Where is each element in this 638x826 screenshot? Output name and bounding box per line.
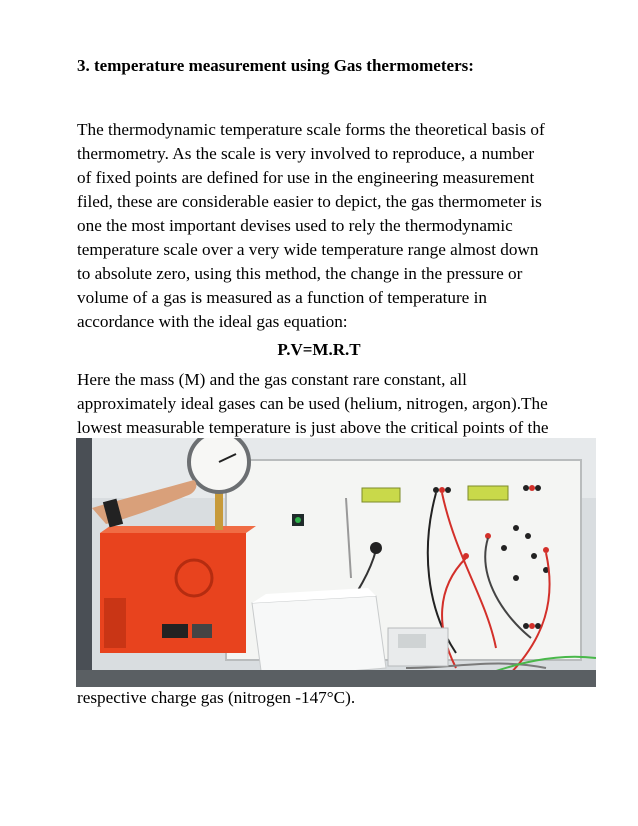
paragraph-line: to absolute zero, using this method, the change in the pressure or xyxy=(77,264,523,283)
paragraph-line: thermometry. As the scale is very involved to reproduce, a number xyxy=(77,144,535,163)
paragraph-line: approximately ideal gases can be used (helium, nitrogen, argon).The xyxy=(77,394,548,413)
paragraph-line: volume of a gas is measured as a function of temperature in xyxy=(77,288,487,307)
paragraph-line: The thermodynamic temperature scale forms the theoretical basis of xyxy=(77,120,545,139)
paragraph-line: one the most important devises used to rely the thermodynamic xyxy=(77,216,513,235)
section-heading: 3. temperature measurement using Gas thermometers: xyxy=(77,56,474,75)
paragraph-intro xyxy=(77,118,597,334)
paragraph-line: accordance with the ideal gas equation: xyxy=(77,312,348,331)
photo-caption: respective charge gas (nitrogen -147°C). xyxy=(77,688,356,707)
gas-thermometer-photo xyxy=(76,438,596,687)
paragraph-gases xyxy=(77,368,597,440)
paragraph-line: Here the mass (M) and the gas constant rare constant, all xyxy=(77,370,467,389)
paragraph-line: of fixed points are defined for use in the engineering measurement xyxy=(77,168,535,187)
paragraph-line: temperature scale over a very wide temperature range almost down xyxy=(77,240,539,259)
ideal-gas-equation: P.V=M.R.T xyxy=(277,340,361,359)
paragraph-line: lowest measurable temperature is just above the critical points of the xyxy=(77,418,549,437)
paragraph-line: filed, these are considerable easier to depict, the gas thermometer is xyxy=(77,192,542,211)
